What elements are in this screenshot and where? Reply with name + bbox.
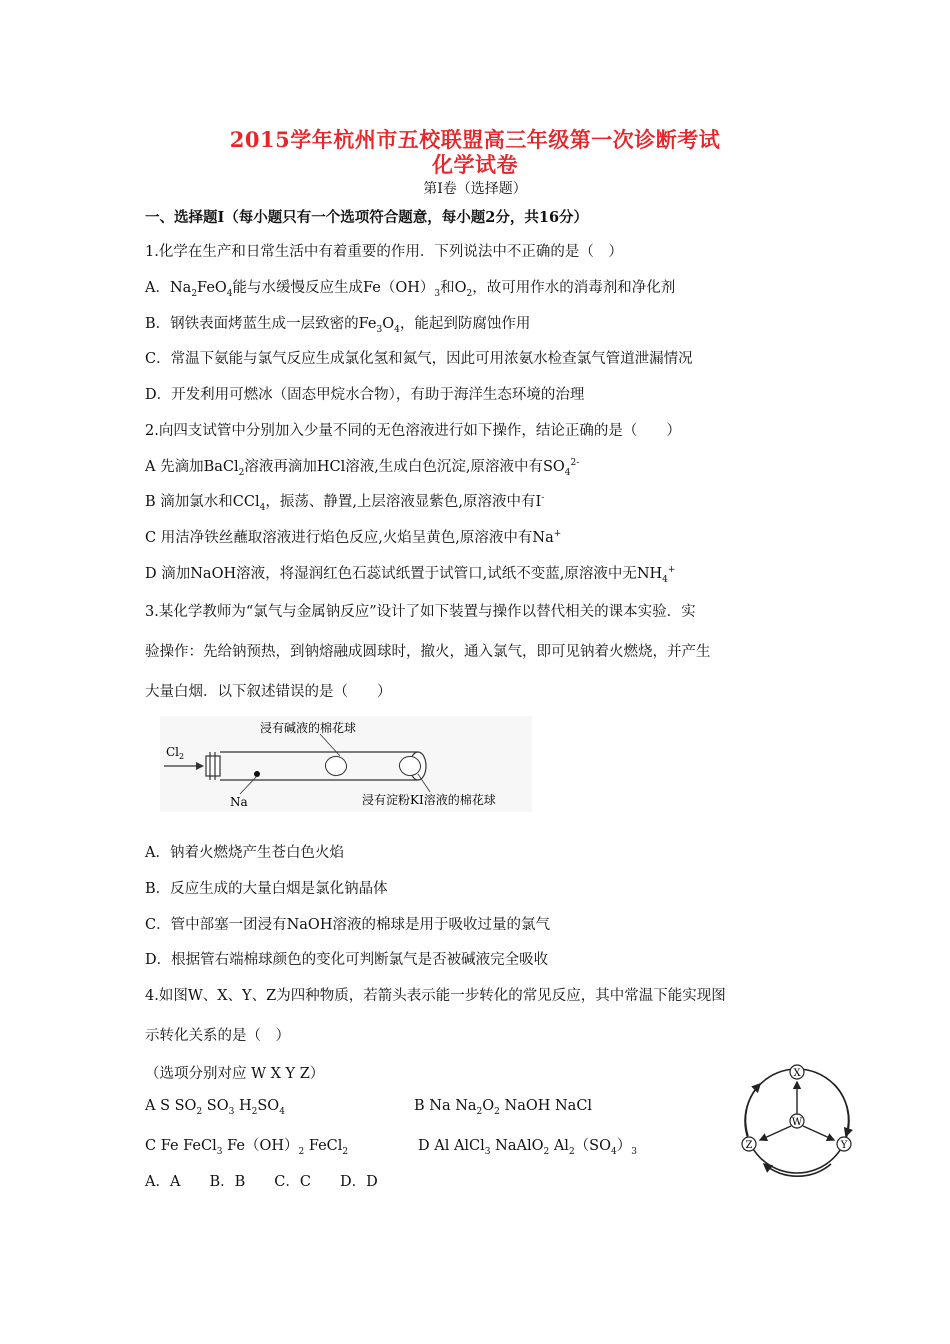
q4-option-b: B Na $Na_2O_2$ NaOH NaCl bbox=[414, 1098, 593, 1117]
q2-option-c: C 用洁净铁丝蘸取溶液进行焰色反应,火焰呈黄色,原溶液中有Na+ bbox=[145, 529, 562, 546]
q1-option-d: D．开发利用可燃冰（固态甲烷水合物），有助于海洋生态环境的治理 bbox=[145, 387, 585, 403]
exam-subject-title: 化学试卷 bbox=[432, 152, 518, 177]
q4-transformation-diagram bbox=[736, 1060, 858, 1182]
q1-option-b: B．钢铁表面烤蓝生成一层致密的$Fe_3O_4$，能起到防腐蚀作用 bbox=[145, 316, 531, 335]
q4-option-a: A S $SO_2$ $SO_3$ $H_2SO_4$ bbox=[145, 1098, 285, 1117]
q1-stem: 1.化学在生产和日常生活中有着重要的作用．下列说法中不正确的是（ ） bbox=[145, 244, 623, 260]
q4-stem-line1: 4.如图W、X、Y、Z为四种物质，若箭头表示能一步转化的常见反应，其中常温下能实现图 bbox=[145, 988, 726, 1004]
q3-stem-line2: 验操作：先给钠预热，到钠熔融成圆球时，撤火，通入氯气，即可见钠着火燃烧，并产生 bbox=[145, 644, 711, 660]
q1-option-a: A．$Na_2FeO_4$能与水缓慢反应生成$Fe(OH)_3$和$O_2$，故可用作水的消毒剂和净化剂 bbox=[145, 280, 676, 299]
q3-stem-line1: 3.某化学教师为“氯气与金属钠反应”设计了如下装置与操作以替代相关的课本实验．实 bbox=[145, 604, 696, 620]
q3-option-b: B．反应生成的大量白烟是氯化钠晶体 bbox=[145, 881, 388, 897]
exam-title: 2015学年杭州市五校联盟高三年级第一次诊断考试 bbox=[229, 127, 721, 152]
tube-stopper bbox=[206, 756, 220, 776]
q4-option-d: D Al AlCl$_3$ NaAlO$_2$ $Al_2(SO_4)_3$ bbox=[418, 1138, 637, 1157]
node-x: X bbox=[793, 1068, 801, 1079]
paper-part-label: 第Ⅰ卷（选择题） bbox=[423, 181, 527, 197]
q4-option-c: C Fe FeCl$_3$ $Fe(OH)_2$ FeCl$_2$ bbox=[145, 1138, 349, 1157]
top-cotton-label: 浸有碱液的棉花球 bbox=[260, 721, 357, 735]
q4-note: （选项分别对应 W X Y Z） bbox=[145, 1066, 325, 1082]
na-label: Na bbox=[230, 795, 248, 809]
q2-stem: 2.向四支试管中分别加入少量不同的无色溶液进行如下操作，结论正确的是（ ） bbox=[145, 423, 681, 439]
node-z: Z bbox=[745, 1140, 753, 1151]
q4-answer-choices: A．A B．B C．C D．D bbox=[145, 1174, 378, 1190]
cotton-ball-ki bbox=[399, 756, 420, 775]
q3-option-d: D．根据管右端棉球颜色的变化可判断氯气是否被碱液完全吸收 bbox=[145, 952, 549, 968]
q3-stem-line3: 大量白烟．以下叙述错误的是（ ） bbox=[145, 684, 392, 700]
section-heading: 一、选择题Ⅰ（每小题只有一个选项符合题意，每小题2分，共16分） bbox=[145, 209, 589, 226]
cotton-ball-alkali bbox=[325, 756, 346, 775]
cl2-label: $Cl_2$ bbox=[166, 745, 185, 761]
q1-option-c: C．常温下氨能与氯气反应生成氯化氢和氮气，因此可用浓氨水检查氯气管道泄漏情况 bbox=[145, 351, 693, 367]
q4-stem-line2: 示转化关系的是（ ） bbox=[145, 1028, 290, 1044]
node-y: Y bbox=[840, 1140, 848, 1151]
node-w: W bbox=[791, 1117, 803, 1128]
q2-option-a: A 先滴加BaCl$_2$溶液再滴加HCl溶液,生成白色沉淀,原溶液中有$SO_4^{2-}$ bbox=[145, 458, 580, 478]
q2-option-d: D 滴加NaOH溶液，将湿润红色石蕊试纸置于试管口,试纸不变蓝,原溶液中无$NH_4^+$ bbox=[145, 565, 676, 585]
q2-option-b: B 滴加氯水和CCl$_4$，振荡、静置,上层溶液显紫色,原溶液中有I- bbox=[145, 493, 545, 513]
q3-option-a: A．钠着火燃烧产生苍白色火焰 bbox=[145, 845, 344, 861]
q3-apparatus-figure bbox=[160, 716, 532, 812]
bottom-cotton-label: 浸有淀粉KI溶液的棉花球 bbox=[362, 793, 496, 807]
q3-option-c: C．管中部塞一团浸有NaOH溶液的棉球是用于吸收过量的氯气 bbox=[145, 917, 550, 933]
